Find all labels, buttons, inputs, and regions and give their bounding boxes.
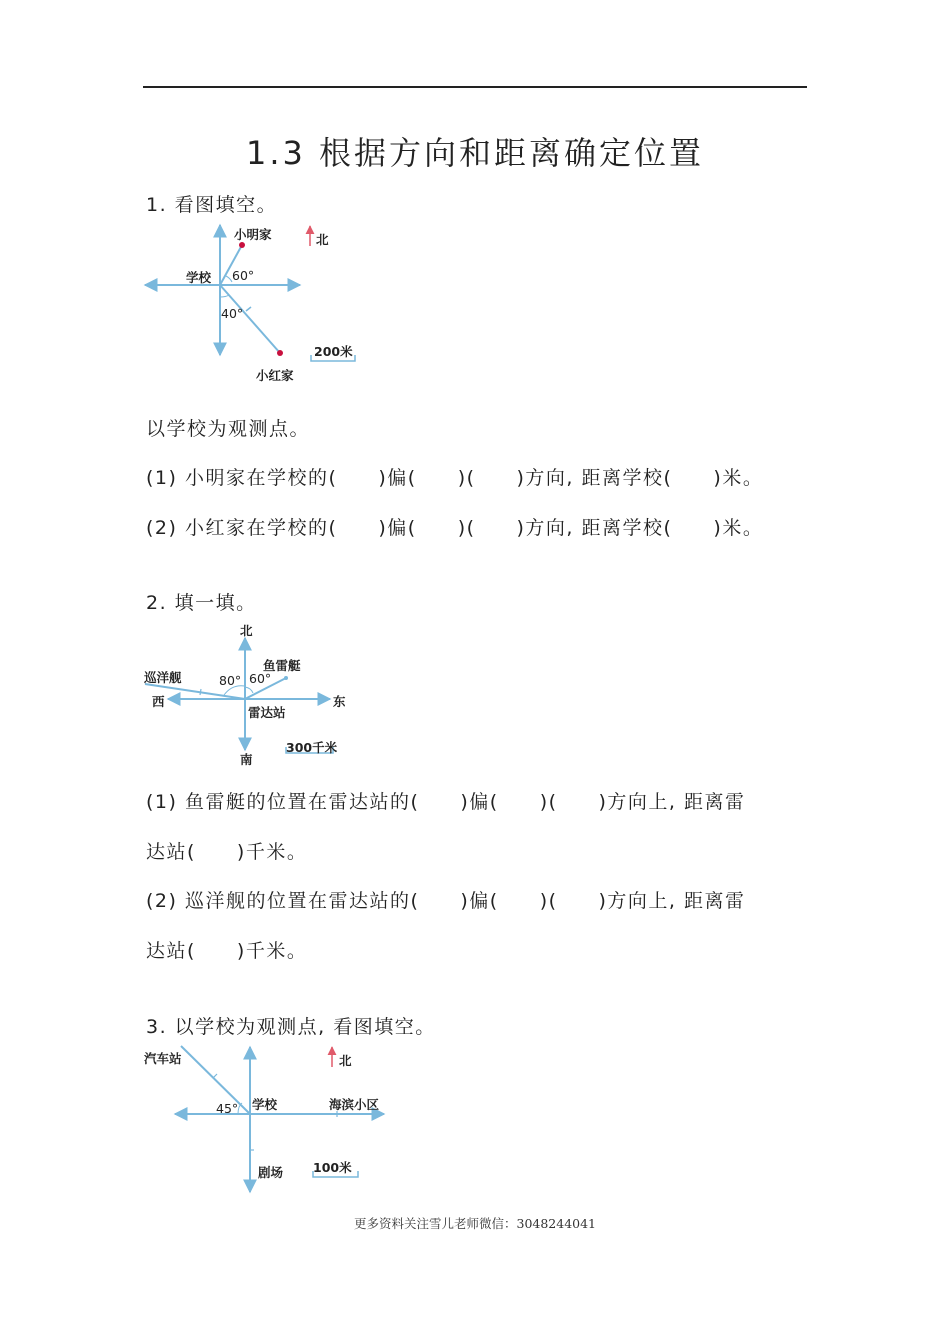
q2-label-scale: 300千米: [286, 740, 338, 755]
q1-label-angle-40: 40°: [221, 306, 244, 321]
q3-heading: 3. 以学校为观测点, 看图填空。: [146, 1016, 436, 1038]
q2-label-north: 北: [240, 623, 253, 638]
q1-label-school: 学校: [186, 270, 212, 285]
q2-item-2-line-1: (2) 巡洋舰的位置在雷达站的( )偏( )( )方向上, 距离雷: [146, 890, 746, 912]
q2-label-east: 东: [333, 694, 346, 709]
q3-label-scale: 100米: [313, 1160, 352, 1175]
q2-heading: 2. 填一填。: [146, 592, 257, 614]
q1-item-1: (1) 小明家在学校的( )偏( )( )方向, 距离学校( )米。: [146, 467, 764, 489]
q2-label-radar: 雷达站: [248, 705, 286, 720]
q2-label-torpedo: 鱼雷艇: [263, 658, 301, 673]
q1-label-xiaoming: 小明家: [234, 227, 272, 242]
q3-label-north: 北: [339, 1053, 352, 1068]
q1-label-angle-60: 60°: [232, 268, 255, 283]
q2-label-south: 南: [240, 752, 253, 767]
q3-label-community: 海滨小区: [329, 1097, 380, 1112]
q3-label-school: 学校: [252, 1097, 278, 1112]
q1-label-north: 北: [316, 232, 329, 247]
q2-label-west: 西: [152, 694, 165, 709]
q1-label-scale: 200米: [314, 344, 353, 359]
page-title: 1.3 根据方向和距离确定位置: [245, 134, 705, 172]
q3-label-bus-station: 汽车站: [144, 1051, 182, 1066]
q2-label-angle-80: 80°: [219, 673, 242, 688]
q2-label-cruiser: 巡洋舰: [144, 670, 182, 685]
footer-note: 更多资料关注雪儿老师微信：3048244041: [353, 1216, 597, 1231]
q3-label-theater: 剧场: [258, 1165, 284, 1180]
q2-item-1-line-1: (1) 鱼雷艇的位置在雷达站的( )偏( )( )方向上, 距离雷: [146, 791, 746, 813]
q2-item-2-line-2: 达站( )千米。: [146, 940, 308, 962]
q2-label-angle-60: 60°: [249, 671, 272, 686]
q2-dot-torpedo: [284, 676, 288, 680]
q1-heading: 1. 看图填空。: [146, 194, 278, 216]
q3-label-angle-45: 45°: [216, 1101, 239, 1116]
q2-item-1-line-2: 达站( )千米。: [146, 841, 308, 863]
q1-observe: 以学校为观测点。: [146, 418, 311, 440]
q1-dot-xiaohong: [277, 350, 283, 356]
q1-item-2: (2) 小红家在学校的( )偏( )( )方向, 距离学校( )米。: [146, 517, 764, 539]
q1-label-xiaohong: 小红家: [256, 368, 294, 383]
